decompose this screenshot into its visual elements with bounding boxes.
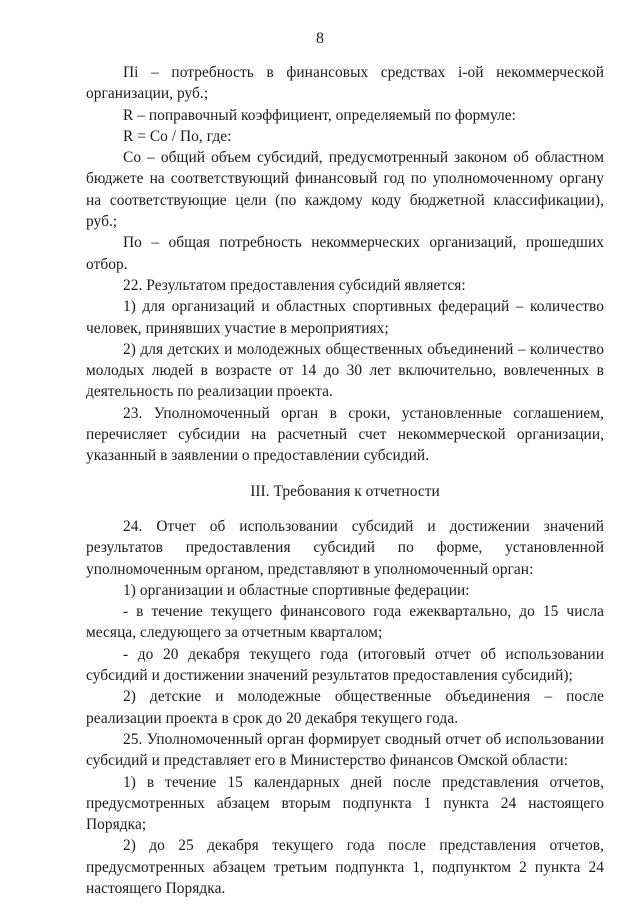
paragraph: 1) в течение 15 календарных дней после представления отчетов, предусмотренных абзацем вторым подпункта 1 пункта 24 настоящего Порядка; bbox=[86, 773, 604, 834]
paragraph: По – общая потребность некоммерческих организаций, прошедших отбор. bbox=[86, 234, 604, 273]
page-number: 8 bbox=[316, 30, 324, 47]
paragraph: R – поправочный коэффициент, определяемый по формуле: bbox=[123, 106, 516, 124]
paragraph: 25. Уполномоченный орган формирует сводный отчет об использовании субсидий и представляет его в Министерство финансов Омской области: bbox=[86, 730, 604, 770]
paragraph: 2) для детских и молодежных общественных объединений – количество молодых людей в возрасте от 14 до 30 лет включительно, вовлеченных в деятельность по реализации проекта. bbox=[86, 340, 604, 401]
document-body bbox=[86, 62, 604, 899]
spacer bbox=[86, 502, 604, 516]
paragraph: 1) для организаций и областных спортивных федераций – количество человек, принявших участие в мероприятиях; bbox=[86, 298, 604, 337]
paragraph: 2) до 25 декабря текущего года после представления отчетов, предусмотренных абзацем третьим подпункта 1, подпунктом 2 пункта 24 настоящего Порядка. bbox=[86, 837, 604, 897]
paragraph: - до 20 декабря текущего года (итоговый отчет об использовании субсидий и достижении значений результатов предоставления субсидий); bbox=[86, 645, 604, 685]
paragraph: 23. Уполномоченный орган в сроки, установленные соглашением, перечисляет субсидии на расчетный счет некоммерческой организации, указанный в заявлении о предоставлении субсидий. bbox=[86, 404, 604, 465]
section-heading: III. Требования к отчетности bbox=[250, 482, 440, 500]
paragraph: Со – общий объем субсидий, предусмотренный законом об областном бюджете на соответствующий финансовый год по уполномоченному органу на соответствующие цели (по каждому коду бюджетной классификации), руб.; bbox=[86, 149, 604, 231]
paragraph: 24. Отчет об использовании субсидий и достижении значений результатов предоставления субсидий по форме, установленной уполномоченным органом, представляют в уполномоченный орган: bbox=[86, 517, 604, 578]
paragraph: 1) организации и областные спортивные федерации: bbox=[123, 581, 470, 599]
paragraph: - в течение текущего финансового года ежеквартально, до 15 числа месяца, следующего за отчетным кварталом; bbox=[86, 603, 604, 642]
paragraph: Пi – потребность в финансовых средствах i-ой некоммерческой организации, руб.; bbox=[86, 64, 604, 103]
spacer bbox=[86, 467, 604, 481]
formula: R = Со / По, где: bbox=[123, 127, 232, 145]
paragraph: 2) детские и молодежные общественные объединения – после реализации проекта в срок до 20 декабря текущего года. bbox=[86, 688, 604, 727]
paragraph: 22. Результатом предоставления субсидий является: bbox=[123, 276, 466, 294]
